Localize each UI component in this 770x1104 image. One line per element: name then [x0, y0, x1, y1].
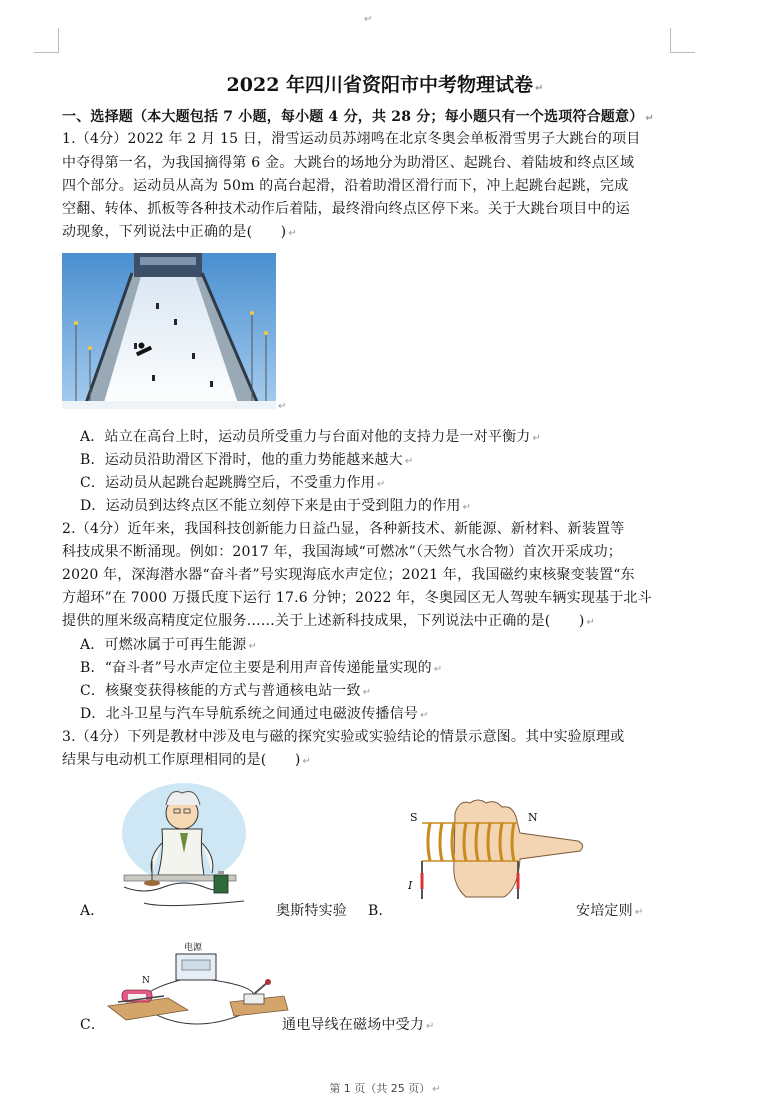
q2-option-b: B．“奋斗者”号水声定位主要是利用声音传递能量实现的 ↵: [80, 660, 443, 676]
q3-option-a-letter: A．: [80, 903, 105, 919]
ampere-label-s: S: [410, 811, 418, 824]
page-footer: 第 1 页（共 25 页） ↵: [329, 1082, 441, 1095]
q3-option-c-caption: 通电导线在磁场中受力 ↵: [282, 1017, 435, 1033]
q1-option-c: C．运动员从起跳台起跳腾空后，不受重力作用 ↵: [80, 475, 386, 491]
q2-line-2: 科技成果不断涌现。例如：2017 年，我国海域“可燃冰”（天然气水合物）首次开采成功；: [62, 544, 622, 560]
q1-option-a: A．站立在高台上时，运动员所受重力与台面对他的支持力是一对平衡力 ↵: [80, 429, 542, 445]
oersted-experiment-illustration: [104, 783, 254, 913]
q1-line-2: 中夺得第一名，为我国摘得第 6 金。大跳台的场地分为助滑区、起跳台、着陆坡和终点区域: [62, 155, 635, 171]
q1-line-5: 动现象，下列说法中正确的是( ) ↵: [62, 224, 297, 240]
q2-line-1: 2.（4分）近年来，我国科技创新能力日益凸显，各种新技术、新能源、新材料、新装置等: [62, 521, 625, 537]
q1-option-d: D．运动员到达终点区不能立刻停下来是由于受到阻力的作用 ↵: [80, 498, 472, 514]
ski-jump-photo: [62, 253, 276, 409]
top-right-corner-mark: [670, 28, 695, 53]
q1-option-b: B．运动员沿助滑区下滑时，他的重力势能越来越大 ↵: [80, 452, 414, 468]
paragraph-mark: ↵: [364, 14, 373, 25]
q1-line-4: 空翻、转体、抓板等各种技术动作后着陆，最终滑向终点区停下来。关于大跳台项目中的运: [62, 201, 630, 217]
magnet-label-n: N: [142, 976, 150, 986]
q1-line-1: 1.（4分）2022 年 2 月 15 日，滑雪运动员苏翊鸣在北京冬奥会单板滑雪男子大跳台的项目: [62, 131, 641, 147]
q3-line-2: 结果与电动机工作原理相同的是( ) ↵: [62, 752, 312, 768]
q3-option-c-letter: C．: [80, 1017, 106, 1033]
q3-option-a-caption: 奥斯特实验: [276, 903, 347, 919]
q2-option-c: C．核聚变获得核能的方式与普通核电站一致 ↵: [80, 683, 372, 699]
top-left-corner-mark: [34, 28, 59, 53]
q2-line-5: 提供的厘米级高精度定位服务……关于上述新科技成果，下列说法中正确的是( ) ↵: [62, 613, 596, 629]
q3-line-1: 3.（4分）下列是教材中涉及电与磁的探究实验或实验结论的情景示意图。其中实验原理或: [62, 729, 625, 745]
q2-option-d: D．北斗卫星与汽车导航系统之间通过电磁波传播信号 ↵: [80, 706, 429, 722]
q3-option-b-letter: B．: [368, 903, 393, 919]
wire-in-magnetic-field-illustration: [104, 938, 290, 1038]
q1-line-3: 四个部分。运动员从高为 50m 的高台起滑，沿着助滑区滑行而下，冲上起跳台起跳，完成: [62, 178, 629, 194]
q3-option-b-caption: 安培定则 ↵: [576, 903, 644, 919]
ampere-label-i: I: [408, 879, 413, 892]
q2-line-4: 方超环”在 7000 万摄氏度下运行 17.6 分钟；2022 年，冬奥园区无人驾驶车辆实现基于北斗: [62, 590, 652, 606]
ampere-rule-illustration: [400, 793, 590, 903]
section-header: 一、选择题（本大题包括 7 小题，每小题 4 分，共 28 分；每小题只有一个选项符合题意） ↵: [62, 109, 655, 125]
ampere-label-n: N: [528, 811, 538, 824]
page-title: 2022 年四川省资阳市中考物理试卷 ↵: [226, 74, 544, 96]
power-supply-label: 电源: [184, 943, 203, 953]
paragraph-mark: ↵: [278, 401, 287, 412]
q2-line-3: 2020 年，深海潜水器“奋斗者”号实现海底水声定位；2021 年，我国磁约束核聚变装置“东: [62, 567, 635, 583]
q2-option-a: A．可燃冰属于可再生能源 ↵: [80, 637, 258, 653]
